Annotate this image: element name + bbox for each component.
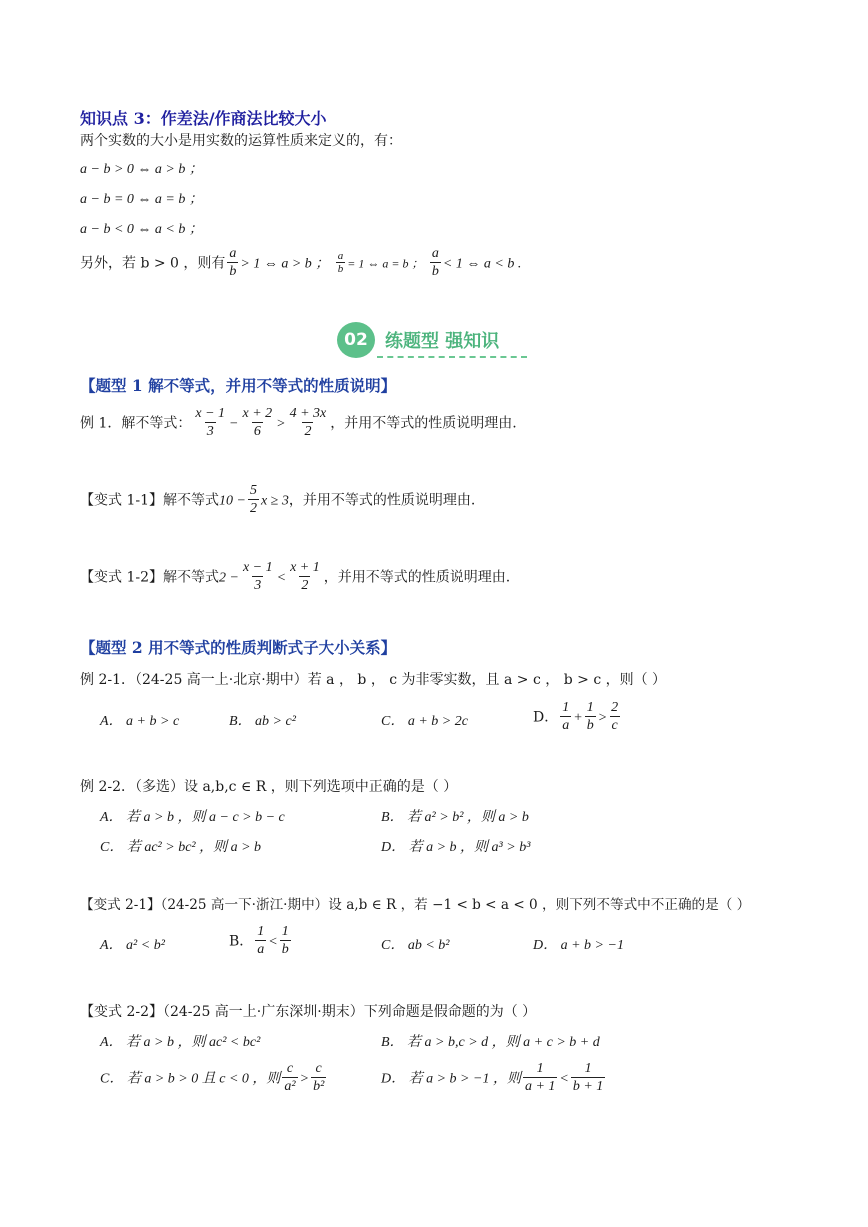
ex21-stem: 例 2-1．（24-25 高一上·北京·期中）若 a ， b ， c 为非零实数，且 a > c ， b > c ，则（ ） [80,672,667,688]
fraction-x-minus-1-over-3: $\frac{x - 1}{3}$ [195,406,226,440]
v21-option-d: D． a + b > −1 [533,938,624,953]
ex1-suffix: ，并用不等式的性质说明理由. [330,415,517,432]
type1-heading: 【题型 1 解不等式，并用不等式的性质说明】 [80,376,397,395]
type1-example1: 例 1．解不等式： $\frac{x - 1}{3}$ − $\frac{x + 2}{6}$ > $\frac{4 + 3x}{2}$ ，并用不等式的性质说明理由. [80,406,517,440]
kp3-title: 知识点 3：作差法/作商法比较大小 [80,109,327,128]
v21-option-a: A． a² < b² [100,938,165,953]
v11-prefix: 【变式 1-1】解不等式 [80,492,219,509]
v11-suffix: ，并用不等式的性质说明理由. [288,492,476,509]
ex21-option-d: D． $\frac{1}{a}$ + $\frac{1}{b}$ > $\frac{2}{c}$ [533,700,619,734]
ex22-option-c: C． 若 ac² > bc² ，则 a > b [100,840,262,855]
type1-variant-1-2: 【变式 1-2】解不等式2 − $\frac{x - 1}{3}$ < $\frac{x + 1}{2}$ ，并用不等式的性质说明理由. [80,560,511,594]
v21-b-prefix: B． [229,933,254,950]
kp3-also-prefix: 另外，若 b > 0 ，则有 [80,255,226,272]
kp3-intro: 两个实数的大小是用实数的运算性质来定义的，有： [80,133,402,149]
fraction-a-over-b: $\frac{a}{b}$ [337,249,344,276]
fraction-c-over-b-squared: $\frac{c}{\text{b²}}$ [313,1061,325,1095]
section-title: 练题型 强知识 [385,331,500,352]
ex21-option-a: A． a + b > c [100,714,180,729]
kp3-also-2: = 1 ⇔ a = b ； [347,256,424,271]
section-underline [377,356,527,358]
fraction-1-over-b: $\frac{1}{b}$ [586,700,594,734]
section-number: 02 [337,322,375,358]
fraction-4-plus-3x-over-2: $\frac{4 + 3x}{2}$ [289,406,327,440]
fraction-1-over-b: $\frac{1}{b}$ [281,924,289,958]
v22-option-c: C． 若 a > b > 0 且 c < 0 ，则 $\frac{c}{\text{a²}}$ > $\frac{c}{\text{b²}}$ [100,1061,325,1095]
v22-option-b: B． 若 a > b,c > d ，则 a + c > b + d [381,1035,600,1050]
fraction-x-plus-1-over-2: $\frac{x + 1}{2}$ [290,560,320,594]
type2-heading: 【题型 2 用不等式的性质判断式子大小关系】 [80,638,397,657]
v22-d-prefix: D． 若 a > b > −1 ，则 [381,1071,521,1087]
v22-option-d: D． 若 a > b > −1 ，则 $\frac{1}{a + 1}$ < $\frac{1}{b + 1}$ [381,1061,604,1095]
kp3-also-3: < 1 ⇔ a < b . [442,256,522,272]
ex21-option-b: B． ab > c² [229,714,296,729]
ex22-option-b: B． 若 a² > b² ，则 a > b [381,810,529,825]
fraction-x-plus-2-over-6: $\frac{x + 2}{6}$ [242,406,273,440]
fraction-1-over-a: $\frac{1}{a}$ [562,700,570,734]
fraction-a-over-b: $\frac{a}{b}$ [229,246,237,280]
v12-suffix: ，并用不等式的性质说明理由. [323,569,511,586]
v21-option-c: C． ab < b² [381,938,450,953]
type1-variant-1-1: 【变式 1-1】解不等式10 − $\frac{5}{2}$ x ≥ 3，并用不等式的性质说明理由. [80,483,476,517]
fraction-x-minus-1-over-3: $\frac{x - 1}{3}$ [242,560,273,594]
v21-option-b: B． $\frac{1}{a}$ < $\frac{1}{b}$ [229,924,289,958]
kp3-line2: a − b = 0 ⇔ a = b ； [80,192,203,207]
kp3-line1: a − b > 0 ⇔ a > b ； [80,162,203,177]
fraction-c-over-a-squared: $\frac{c}{\text{a²}}$ [284,1061,296,1095]
ex22-stem: 例 2-2．（多选）设 a,b,c ∈ R ，则下列选项中正确的是（ ） [80,779,458,795]
fraction-a-over-b: $\frac{a}{b}$ [431,246,439,280]
kp3-also [80,246,521,281]
ex22-option-a: A． 若 a > b ，则 a − c > b − c [100,810,285,825]
fraction-1-over-b-plus-1: $\frac{1}{b + 1}$ [572,1061,604,1095]
ex21-option-c: C． a + b > 2c [381,714,468,729]
v22-option-a: A． 若 a > b ，则 ac² < bc² [100,1035,261,1050]
kp3-line3: a − b < 0 ⇔ a < b ； [80,222,203,237]
v22-stem: 【变式 2-2】（24-25 高一上·广东深圳·期末）下列命题是假命题的为（ ） [80,1004,537,1020]
kp3-also-1: > 1 ⇔ a > b ； [240,256,330,272]
fraction-5-over-2: $\frac{5}{2}$ [249,483,257,517]
ex21-d-prefix: D． [533,709,559,726]
v22-c-prefix: C． 若 a > b > 0 且 c < 0 ，则 [100,1071,281,1087]
ex1-prefix: 例 1．解不等式： [80,415,192,432]
fraction-1-over-a: $\frac{1}{a}$ [257,924,265,958]
fraction-1-over-a-plus-1: $\frac{1}{a + 1}$ [524,1061,556,1095]
v12-prefix: 【变式 1-2】解不等式 [80,569,219,586]
fraction-2-over-c: $\frac{2}{c}$ [611,700,619,734]
ex22-option-d: D． 若 a > b ，则 a³ > b³ [381,840,531,855]
v21-stem: 【变式 2-1】（24-25 高一下·浙江·期中）设 a,b ∈ R ，若 −1 < b < a < 0 ，则下列不等式中不正确的是（ ） [80,897,751,913]
section-badge [337,322,527,362]
